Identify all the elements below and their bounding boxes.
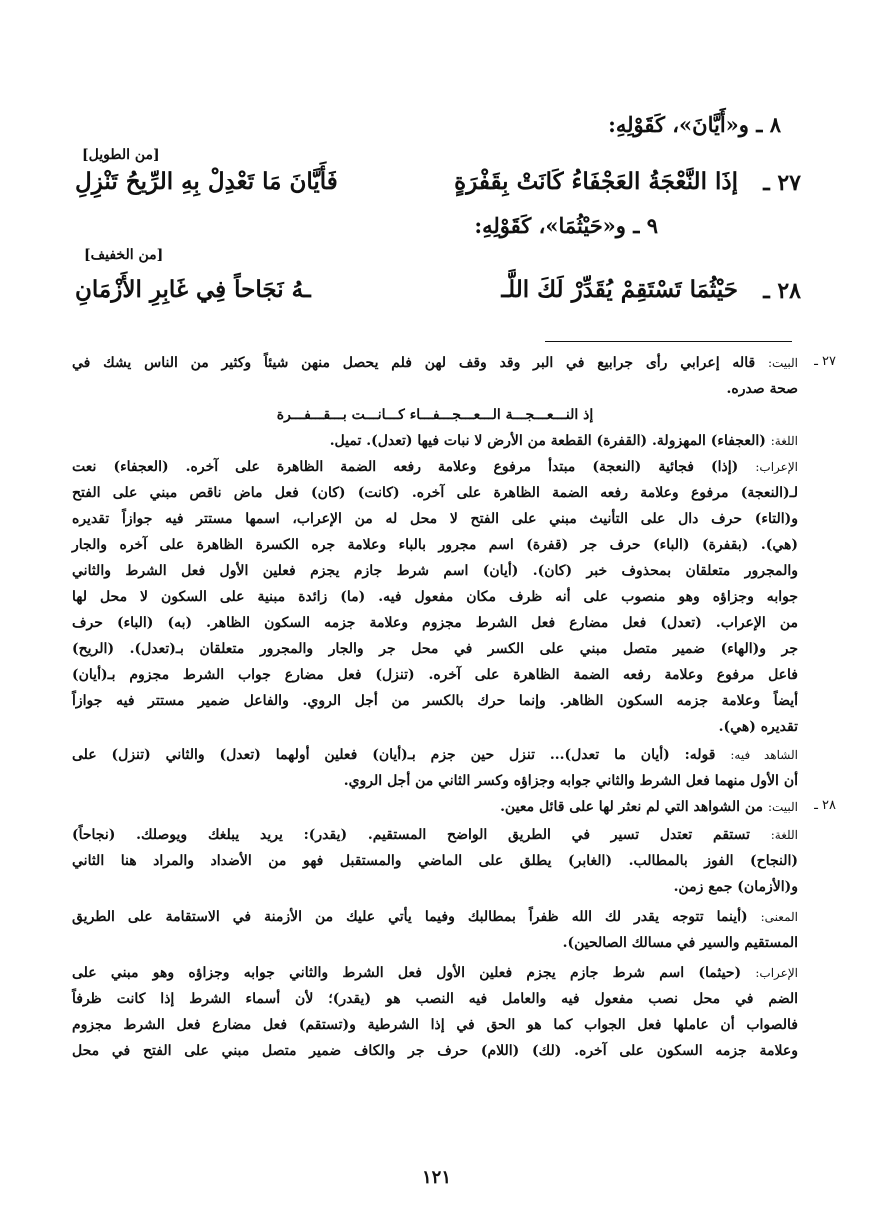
note27-irab-text-0: (إذا) فجائية (النعجة) مبتدأ مرفوع وعلامة رفعه الضمة الظاهرة على آخره. (العجفاء) نعت — [72, 459, 739, 475]
note27-lugha — [72, 432, 798, 450]
meter-label-28: [من الخفيف] — [84, 247, 164, 263]
note27-irab-5: جوابه وجزاؤه وهو منصوب على أنه ظرف مكان مفعول فيه. (ما) زائدة مبنية على السكون لا محل لها — [72, 589, 798, 605]
label-lugha: اللغة: — [770, 434, 798, 448]
note28-lugha-text: تستقم تعتدل تسير في الطريق الواضح المستقيم. (يقدر): يريد يبلغك ويوصلك. (نجاحاً) — [72, 827, 751, 843]
label-irab: الإعراب: — [755, 460, 798, 474]
note27-shahid — [72, 746, 798, 764]
note27-shahid-text: قوله: (أيان ما تعدل)... تنزل حين جزم بـ(أيان) فعلين أولهما (تعدل) والثاني (تنزل) على — [72, 747, 716, 763]
verse-28-second-hemistich: ـهُ نَجَاحاً فِي غَابِرِ الأَزْمَانِ — [75, 276, 311, 303]
note27-irab-2: و(التاء) حرف دال على التأنيث مبني على الفتح لا محل له من الإعراب، اسمها مستتر فيه جوازاً تقديره — [72, 511, 798, 527]
note27-irab-4: والمجرور متعلقان بمحذوف خبر (كان). (أيان) اسم شرط جازم يجزم فعلين الأول فعل الشرط والثاني — [72, 563, 798, 579]
note28-irab-text: (حيثما) اسم شرط جازم يجزم فعلين الأول فعل الشرط والثاني جوابه وجزاؤه وهو مبني على — [72, 965, 742, 981]
footnote-separator — [545, 341, 792, 342]
note27-lugha-text: (العجفاء) المهزولة. (القفرة) القطعة من الأرض لا نبات فيها (تعدل). تميل. — [329, 433, 766, 449]
note27-bayt-text: قاله إعرابي رأى جرابيع في البر وقد وقف لهن فلم يحصل منهن شيئاً وكثير من الناس يشك في — [72, 355, 756, 371]
label-shahid: الشاهد فيه: — [730, 748, 798, 762]
note28-mana-text: (أينما تتوجه يقدر لك الله ظفراً بمطالبك وفيما يأتي عليك من الأزمنة في الاستقامة على الطريق — [72, 909, 748, 925]
verse-28-first-hemistich: حَيْثُمَا تَسْتَقِمْ يُقَدِّرْ لَكَ اللَّـ — [501, 276, 738, 303]
label-bayt: البيت: — [767, 356, 799, 370]
meter-label-27: [من الطويل] — [82, 147, 160, 163]
note27-irab-8: فاعل مرفوع وعلامة رفعه الضمة الظاهرة على آخره. (تنزل) فعل مضارع جواب الشرط مجزوم بـ(أيان) — [72, 667, 798, 683]
verse-number-27: ٢٧ ـ — [763, 170, 801, 196]
note27-irab-10: تقديره (هي). — [718, 719, 798, 735]
note28-irab-cont-1: فالصواب أن عاملها فعل الجواب كما هو الحق في إذا الشرطية و(تستقم) فعل مضارع فعل الشرط مجزوم — [72, 1017, 798, 1033]
label-bayt-28: البيت: — [767, 800, 798, 814]
label-lugha-28: اللغة: — [770, 828, 798, 842]
page-number: ١٢١ — [421, 1167, 451, 1188]
note27-shahid-cont: أن الأول منهما فعل الشرط والثاني جوابه وجزاؤه وكسر الثاني من أجل الروي. — [343, 773, 798, 789]
note27-bayt-cont: صحة صدره. — [726, 381, 798, 397]
note28-irab — [72, 964, 798, 982]
note27-irab-1: لـ(النعجة) مرفوع وعلامة رفعه الضمة الظاهرة على آخره. (كانت) (كان) فعل ماض ناقص مبني على الفتح — [72, 485, 798, 501]
verse-number-28: ٢٨ ـ — [763, 278, 801, 304]
intro-line-8: ٨ ـ و«أَيَّانَ»، كَقَوْلِهِ: — [608, 112, 781, 137]
footnote-number-27: ٢٧ ـ — [814, 354, 836, 369]
note28-irab-cont-2: وعلامة جزمه السكون على آخره. (لك) (اللام) حرف جر والكاف ضمير متصل مبني على الفتح في محل — [72, 1043, 798, 1059]
verse-27-first-hemistich: إذَا النَّعْجَةُ العَجْفَاءُ كَانَتْ بِقَفْرَةٍ — [454, 168, 738, 195]
note27-irab-9: أيضاً وعلامة جزمه السكون الظاهر. وإنما حرك بالكسر من أجل الروي. والفاعل ضمير مستتر فيه جوازاً — [72, 693, 798, 709]
note28-mana-cont: المستقيم والسير في مسالك الصالحين). — [562, 935, 798, 951]
note27-irab-3: (هي). (بقفرة) (الباء) حرف جر (قفرة) اسم مجرور بالباء وعلامة جره الكسرة الظاهرة على آخره والجار — [72, 537, 798, 553]
footnote-number-28: ٢٨ ـ — [814, 798, 836, 813]
note28-lugha-cont-1: و(الأزمان) جمع زمن. — [673, 879, 798, 895]
intro-line-9: ٩ ـ و«حَيْثُمَا»، كَقَوْلِهِ: — [474, 213, 658, 238]
verse-27-second-hemistich: فَأَيَّانَ مَا تَعْدِلْ بِهِ الرِّيحُ تَنْزِلِ — [75, 168, 338, 195]
label-irab-28: الإعراب: — [755, 966, 799, 980]
note28-bayt — [72, 798, 798, 816]
note28-lugha — [72, 826, 798, 844]
note27-irab-0 — [72, 458, 798, 476]
note28-irab-cont-0: الضم في محل نصب مفعول فيه والعامل فيه النصب هو (يقدر)؛ لأن أسماء الشرط إذا كانت ظرفاً — [72, 991, 798, 1007]
note27-irab-7: جر و(الهاء) ضمير متصل مبني على الكسر في محل جر والجار والمجرور متعلقان بـ(تعدل). (الريح) — [72, 641, 798, 657]
label-mana: المعنى: — [760, 910, 799, 924]
note27-verse-quote: إذ النـــعـــجـــة الـــعـــجـــفـــاء كـــانـــت بـــقـــفـــرة — [276, 407, 594, 423]
note27-bayt — [72, 354, 798, 372]
note28-bayt-text: من الشواهد التي لم نعثر لها على قائل معين. — [500, 799, 764, 815]
note28-lugha-cont-0: (النجاح) الفوز بالمطالب. (الغابر) يطلق على الماضي والمستقبل فهو من الأضداد والمراد هنا الثاني — [72, 853, 798, 869]
note27-irab-6: من الإعراب. (تعدل) فعل مضارع فعل الشرط مجزوم وعلامة جزمه السكون الظاهر. (به) (الباء) حرف — [72, 615, 798, 631]
note28-mana — [72, 908, 798, 926]
